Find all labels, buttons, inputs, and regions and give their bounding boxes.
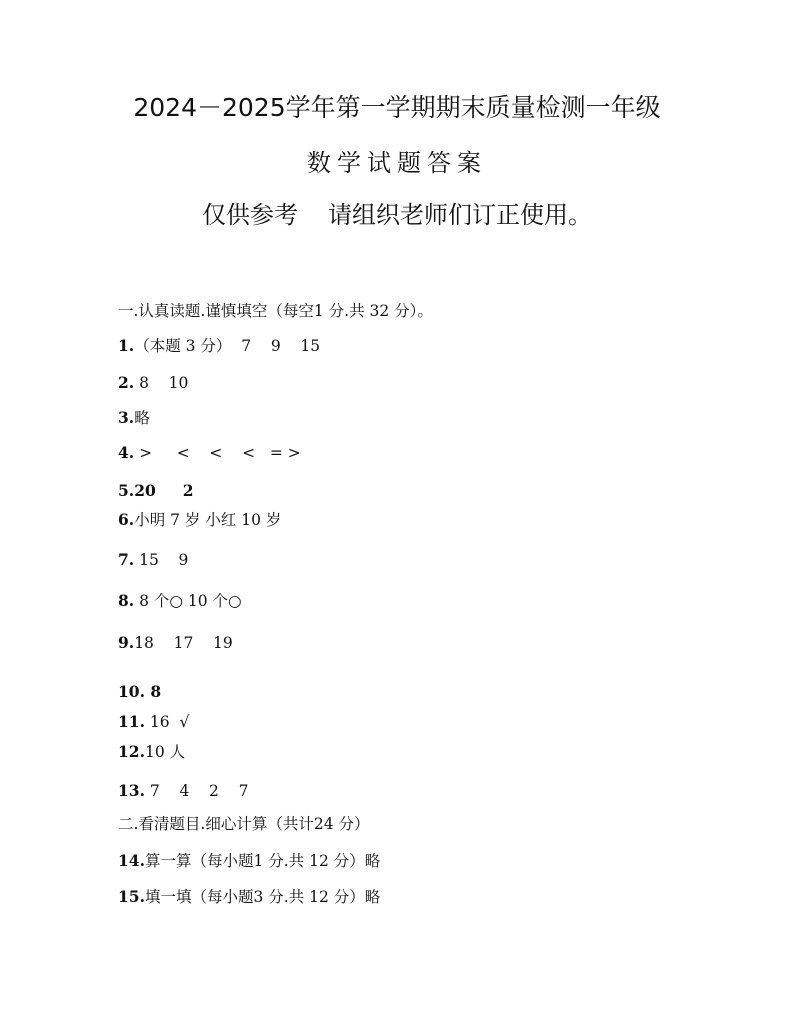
- answer-line-15: 15.填一填（每小题3 分.共 12 分）略: [118, 887, 381, 906]
- answer-line-9: 9.18 17 19: [118, 633, 233, 652]
- answer-line-5: 5.20 2: [118, 481, 194, 500]
- answer-line-2: 2. 8 10: [118, 373, 189, 392]
- answer-line-1: 1.（本题 3 分） 7 9 15: [118, 336, 321, 355]
- section-heading-1: 一.认真读题.谨慎填空（每空1 分.共 32 分）。: [118, 302, 433, 320]
- note-reference-only: 仅供参考: [202, 201, 298, 229]
- answer-line-14: 14.算一算（每小题1 分.共 12 分）略: [118, 851, 381, 870]
- answer-line-8: 8. 8 个○ 10 个○: [118, 591, 242, 610]
- answer-line-7: 7. 15 9: [118, 550, 189, 569]
- document-subtitle: 数学试题答案: [307, 149, 487, 177]
- answer-line-6: 6.小明 7 岁 小红 10 岁: [118, 510, 282, 529]
- document-title: 2024－2025学年第一学期期末质量检测一年级: [133, 93, 661, 122]
- note-instruction: 请组织老师们订正使用。: [328, 201, 592, 229]
- answer-line-3: 3.略: [118, 408, 150, 427]
- section-heading-2: 二.看清题目.细心计算（共计24 分）: [118, 815, 370, 833]
- document-note: [0, 195, 794, 230]
- answer-line-13: 13. 7 4 2 7: [118, 781, 249, 800]
- answer-line-11: 11. 16 √: [118, 712, 190, 731]
- answer-line-4: 4. > < < < = >: [118, 443, 301, 462]
- answer-line-10: 10. 8: [118, 682, 162, 701]
- answer-line-12: 12.10 人: [118, 742, 186, 761]
